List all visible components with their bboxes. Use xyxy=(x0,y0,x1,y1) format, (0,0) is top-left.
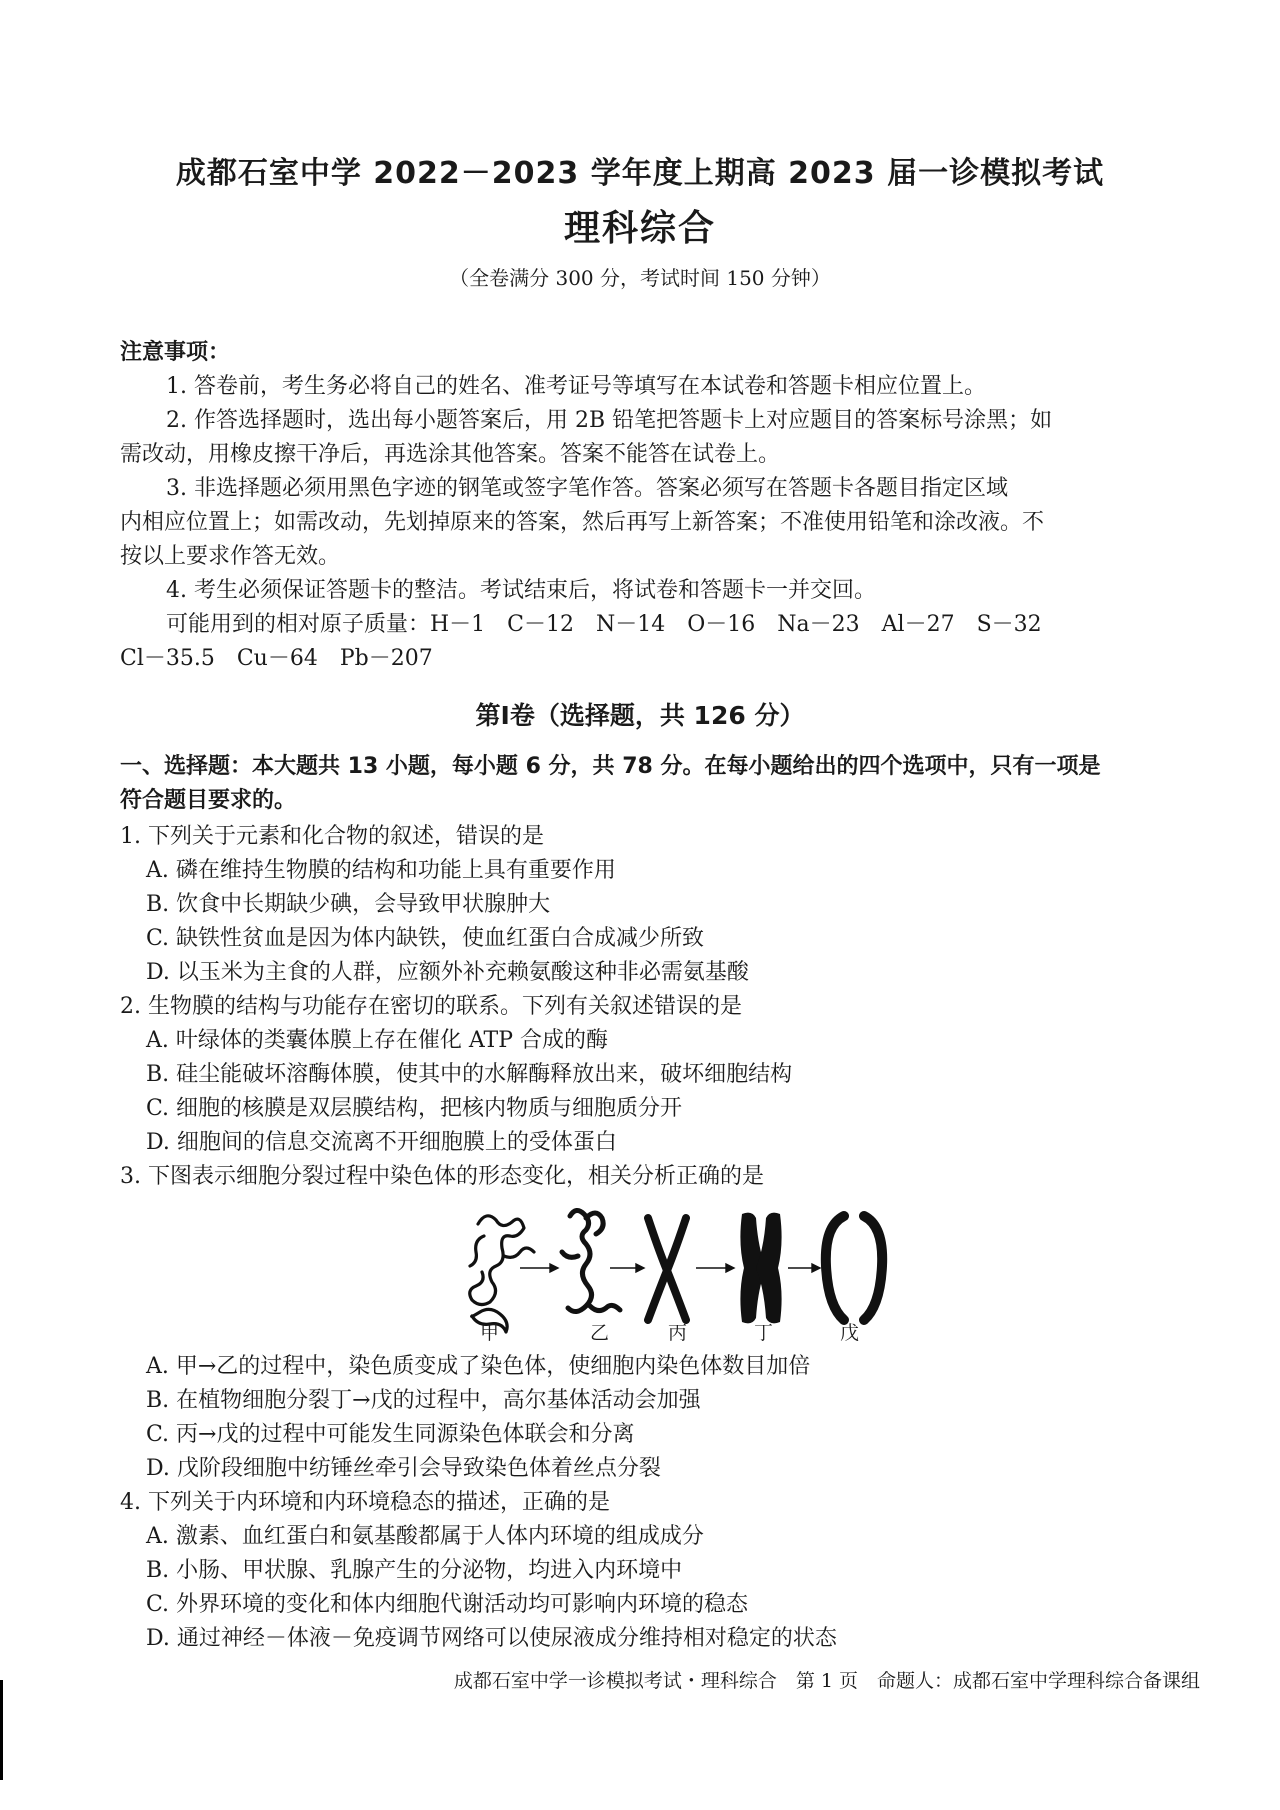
atomic-mass-line-2: Cl－35.5 Cu－64 Pb－207 xyxy=(120,646,433,671)
question-3-option-b: B. 在植物细胞分裂丁→戊的过程中，高尔基体活动会加强 xyxy=(146,1388,701,1413)
exam-subject: 理科综合 xyxy=(563,208,716,249)
arrow-ding-wu xyxy=(788,1264,820,1272)
notice-item-4: 4. 考生必须保证答题卡的整洁。考试结束后，将试卷和答题卡一并交回。 xyxy=(166,578,876,603)
question-1-stem: 1. 下列关于元素和化合物的叙述，错误的是 xyxy=(120,824,544,849)
page-footer: 成都石室中学一诊模拟考试・理科综合 第 1 页 命题人：成都石室中学理科综合备课组 xyxy=(453,1670,1200,1692)
chromosome-stage-jia xyxy=(470,1216,534,1332)
figure-label-bing: 丙 xyxy=(668,1322,688,1344)
notice-item-3-line-2: 内相应位置上；如需改动，先划掉原来的答案，然后再写上新答案；不准使用铅笔和涂改液。不 xyxy=(120,510,1045,535)
question-2-option-c: C. 细胞的核膜是双层膜结构，把核内物质与细胞质分开 xyxy=(146,1096,683,1121)
question-3-option-a: A. 甲→乙的过程中，染色质变成了染色体，使细胞内染色体数目加倍 xyxy=(146,1354,811,1379)
question-3-stem: 3. 下图表示细胞分裂过程中染色体的形态变化，相关分析正确的是 xyxy=(120,1164,764,1189)
question-2-option-a: A. 叶绿体的类囊体膜上存在催化 ATP 合成的酶 xyxy=(146,1028,609,1053)
question-4-option-d: D. 通过神经－体液－免疫调节网络可以使尿液成分维持相对稳定的状态 xyxy=(146,1626,837,1651)
question-4-stem: 4. 下列关于内环境和内环境稳态的描述，正确的是 xyxy=(120,1490,610,1515)
section-instruction-line-2: 符合题目要求的。 xyxy=(120,788,297,813)
figure-labels xyxy=(0,1318,1280,1348)
page-edge-mark xyxy=(0,1680,3,1780)
arrow-bing-ding xyxy=(696,1264,734,1272)
notice-item-2-line-1: 2. 作答选择题时，选出每小题答案后，用 2B 铅笔把答题卡上对应题目的答案标号涂黑；如 xyxy=(166,408,1053,433)
question-2-stem: 2. 生物膜的结构与功能存在密切的联系。下列有关叙述错误的是 xyxy=(120,994,742,1019)
score-time-note: （全卷满分 300 分，考试时间 150 分钟） xyxy=(449,266,831,290)
chromosome-stage-ding xyxy=(740,1213,781,1324)
atomic-mass-line-1: 可能用到的相对原子质量：H－1 C－12 N－14 O－16 Na－23 Al－27 S－32 xyxy=(166,612,1042,637)
chromosome-stage-wu xyxy=(826,1216,882,1320)
arrow-yi-bing xyxy=(610,1264,644,1272)
question-1-option-a: A. 磷在维持生物膜的结构和功能上具有重要作用 xyxy=(146,858,616,883)
figure-label-ding: 丁 xyxy=(754,1322,774,1344)
question-1-option-c: C. 缺铁性贫血是因为体内缺铁，使血红蛋白合成减少所致 xyxy=(146,926,705,951)
arrow-jia-yi xyxy=(520,1264,558,1272)
question-2-option-b: B. 硅尘能破坏溶酶体膜，使其中的水解酶释放出来，破坏细胞结构 xyxy=(146,1062,793,1087)
section-title: 第Ⅰ卷（选择题，共 126 分） xyxy=(475,701,805,730)
question-1-option-b: B. 饮食中长期缺少碘，会导致甲状腺肿大 xyxy=(146,892,551,917)
figure-label-wu: 戊 xyxy=(840,1322,860,1344)
notice-heading: 注意事项： xyxy=(120,340,231,365)
chromosome-figure xyxy=(460,1196,890,1336)
figure-label-yi: 乙 xyxy=(590,1322,610,1344)
question-4-option-c: C. 外界环境的变化和体内细胞代谢活动均可影响内环境的稳态 xyxy=(146,1592,749,1617)
exam-title: 成都石室中学 2022－2023 学年度上期高 2023 届一诊模拟考试 xyxy=(175,156,1105,191)
question-4-option-b: B. 小肠、甲状腺、乳腺产生的分泌物，均进入内环境中 xyxy=(146,1558,683,1583)
question-1-option-d: D. 以玉米为主食的人群，应额外补充赖氨酸这种非必需氨基酸 xyxy=(146,960,749,985)
section-instruction-line-1: 一、选择题：本大题共 13 小题，每小题 6 分，共 78 分。在每小题给出的四个选项中，只有一项是 xyxy=(120,754,1101,779)
chromosome-stage-yi xyxy=(562,1210,620,1311)
notice-item-1: 1. 答卷前，考生务必将自己的姓名、准考证号等填写在本试卷和答题卡相应位置上。 xyxy=(166,374,986,399)
notice-item-3-line-3: 按以上要求作答无效。 xyxy=(120,544,341,569)
question-2-option-d: D. 细胞间的信息交流离不开细胞膜上的受体蛋白 xyxy=(146,1130,617,1155)
figure-label-jia: 甲 xyxy=(480,1322,500,1344)
question-4-option-a: A. 激素、血红蛋白和氨基酸都属于人体内环境的组成成分 xyxy=(146,1524,704,1549)
question-3-option-c: C. 丙→戊的过程中可能发生同源染色体联会和分离 xyxy=(146,1422,635,1447)
notice-item-2-line-2: 需改动，用橡皮擦干净后，再选涂其他答案。答案不能答在试卷上。 xyxy=(120,442,781,467)
question-3-option-d: D. 戊阶段细胞中纺锤丝牵引会导致染色体着丝点分裂 xyxy=(146,1456,661,1481)
chromosome-stage-bing xyxy=(648,1218,686,1320)
notice-item-3-line-1: 3. 非选择题必须用黑色字迹的钢笔或签字笔作答。答案必须写在答题卡各题目指定区域 xyxy=(166,476,1008,501)
